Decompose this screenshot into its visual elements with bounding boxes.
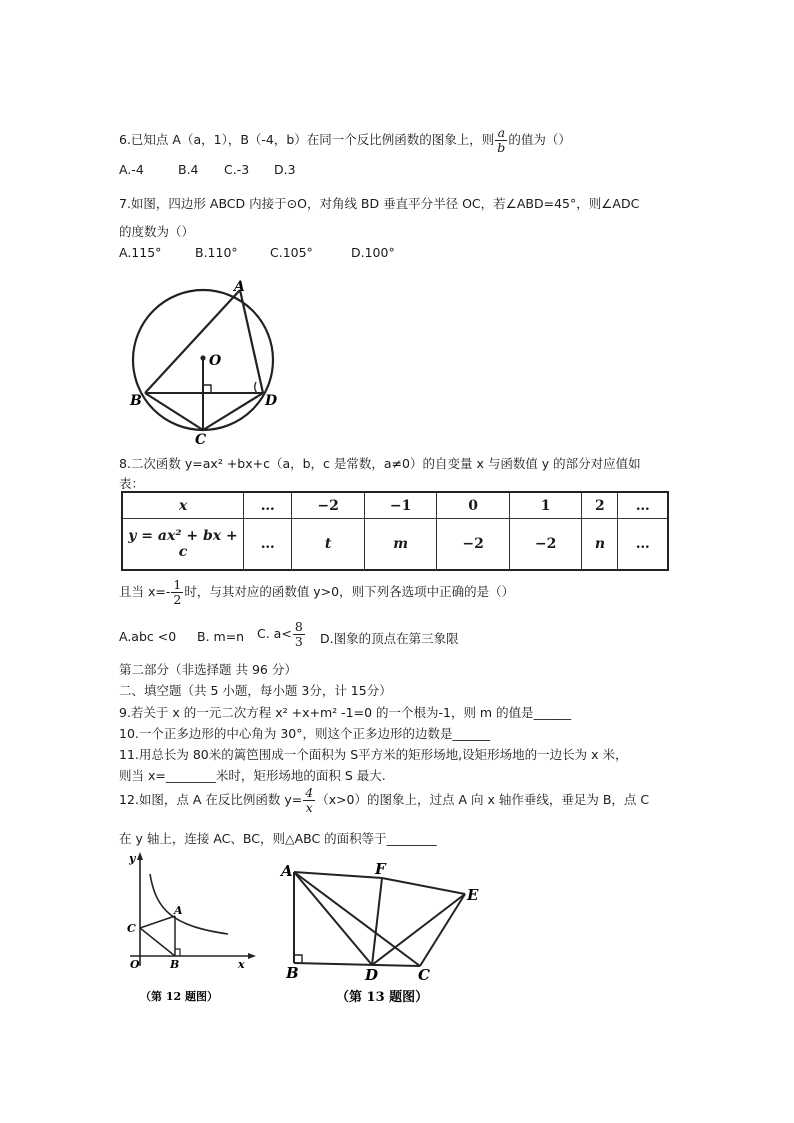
seg-de <box>372 894 465 965</box>
q8-option-c-text: C. a< <box>257 625 292 641</box>
cell: −2 <box>509 519 582 570</box>
cell: … <box>244 492 292 519</box>
q12-figure <box>120 848 260 1008</box>
fig12-label-o: O <box>130 958 140 971</box>
q6-option-d: D.3 <box>274 162 296 177</box>
q8-condition <box>119 578 514 607</box>
q11-line2: 则当 x=________米时，矩形场地的面积 S 最大. <box>119 768 386 783</box>
label-d: D <box>265 393 278 409</box>
cell: t <box>292 519 365 570</box>
q8-stem-line1: 8.二次函数 y=ax² +bx+c（a，b，c 是常数，a≠0）的自变量 x 与函数值 y 的部分对应值如 <box>119 456 641 471</box>
fig13-label-b: B <box>286 964 299 982</box>
x-axis-arrow <box>248 953 256 959</box>
hyperbola <box>150 874 228 934</box>
q8-opt-c-den: 3 <box>294 633 303 649</box>
q8-cond-pre: 且当 x=- <box>119 583 171 599</box>
q6-stem <box>119 126 571 155</box>
q6-option-c: C.-3 <box>224 162 250 177</box>
q6-frac-num: a <box>495 126 507 141</box>
cell: −1 <box>364 492 437 519</box>
q7-stem-line1: 7.如图，四边形 ABCD 内接于⊙O，对角线 BD 垂直平分半径 OC，若∠ABD=45°，则∠ADC <box>119 196 640 211</box>
q12-frac-num: 4 <box>305 785 314 800</box>
fig12-label-a: A <box>174 904 183 917</box>
label-a: A <box>234 279 245 295</box>
fig13-label-e: E <box>467 886 479 904</box>
q8-cond-den: 2 <box>173 591 182 607</box>
q6-stem-end: 的值为（） <box>508 131 571 147</box>
fig13-label-a: A <box>281 862 293 880</box>
seg-ad <box>294 872 372 965</box>
q8-option-a: A.abc <0 <box>119 629 177 644</box>
q11-line1: 11.用总长为 80米的篱笆围成一个面积为 S平方米的矩形场地,设矩形场地的一边长为 x 米， <box>119 747 628 762</box>
q6-option-a: A.-4 <box>119 162 144 177</box>
part2-title: 第二部分（非选择题 共 96 分） <box>119 662 297 677</box>
seg-bc <box>294 963 420 966</box>
q6-stem-text: 6.已知点 A（a，1），B（-4，b）在同一个反比例函数的图象上，则 <box>119 131 495 147</box>
q9: 9.若关于 x 的一元二次方程 x² +x+m² -1=0 的一个根为-1，则 m 的值是______ <box>119 705 572 720</box>
cell: −2 <box>292 492 365 519</box>
q8-opt-c-num: 8 <box>294 619 303 634</box>
q8-value-table <box>121 491 669 571</box>
right-angle-mark <box>203 385 211 393</box>
fig13-label-c: C <box>418 966 430 984</box>
q8-option-b: B. m=n <box>197 629 245 644</box>
q7-option-a: A.115° <box>119 245 162 260</box>
q6-fraction <box>495 126 507 155</box>
fig13-label-f: F <box>375 860 386 878</box>
y-axis-arrow <box>137 852 143 860</box>
chord-ad <box>240 290 263 393</box>
q8-option-d: D.图象的顶点在第三象限 <box>320 631 459 646</box>
center-point <box>200 355 205 360</box>
seg-fe <box>382 878 465 894</box>
fig12-label-c: C <box>127 922 136 935</box>
fig12-label-b: B <box>170 958 180 971</box>
seg-af <box>294 872 382 878</box>
fig13-caption: （第 13 题图） <box>336 990 429 1005</box>
cell: −2 <box>437 519 510 570</box>
q13-figure <box>278 858 488 1006</box>
q12-post: （x>0）的图象上，过点 A 向 x 轴作垂线，垂足为 B，点 C <box>316 791 650 807</box>
label-c: C <box>195 432 207 446</box>
cell: m <box>364 519 437 570</box>
segment-ca <box>140 916 175 928</box>
angle-arc-d <box>255 382 257 393</box>
q7-stem-line2: 的度数为（） <box>119 224 195 239</box>
right-angle-mark-b13 <box>294 955 302 963</box>
q12-line2: 在 y 轴上，连接 AC、BC，则△ABC 的面积等于________ <box>119 831 437 846</box>
label-o: O <box>209 353 222 369</box>
q7-option-b: B.110° <box>195 245 238 260</box>
q8-cond-num: 1 <box>173 577 182 592</box>
q8-option-c-fraction <box>293 620 305 649</box>
fig12-caption: （第 12 题图） <box>140 990 218 1003</box>
q8-option-c <box>257 620 306 649</box>
fig12-label-y: y <box>129 852 136 865</box>
q12-frac-den: x <box>305 799 313 815</box>
table-row-x <box>122 492 668 519</box>
part2-section: 二、填空题（共 5 小题，每小题 3分，计 15分） <box>119 683 392 698</box>
q8-cond-fraction <box>171 578 183 607</box>
cell-y-header: y = ax² + bx + c <box>122 519 244 570</box>
fig12-label-x: x <box>238 958 245 971</box>
seg-ce <box>420 894 465 966</box>
cell: n <box>582 519 618 570</box>
seg-df <box>372 878 382 965</box>
cell: 1 <box>509 492 582 519</box>
q7-option-c: C.105° <box>270 245 313 260</box>
cell: 2 <box>582 492 618 519</box>
cell: … <box>244 519 292 570</box>
q12-line1 <box>119 786 649 815</box>
cell: 0 <box>437 492 510 519</box>
q12-fraction <box>303 786 315 815</box>
label-b: B <box>130 393 142 409</box>
q7-circle-figure <box>120 274 290 446</box>
q8-stem-line2: 表： <box>119 476 145 491</box>
cell: … <box>618 519 668 570</box>
seg-ac <box>294 872 420 966</box>
segment-cb <box>140 928 175 956</box>
q12-pre: 12.如图，点 A 在反比例函数 y= <box>119 791 303 807</box>
fig13-label-d: D <box>365 966 379 984</box>
q7-option-d: D.100° <box>351 245 395 260</box>
table-row-y <box>122 519 668 570</box>
cell: … <box>618 492 668 519</box>
q8-cond-post: 时，与其对应的函数值 y>0，则下列各选项中正确的是（） <box>184 583 515 599</box>
q6-option-b: B.4 <box>178 162 199 177</box>
cell-x-header: x <box>122 492 244 519</box>
q10: 10.一个正多边形的中心角为 30°，则这个正多边形的边数是______ <box>119 726 491 741</box>
q6-frac-den: b <box>497 139 506 155</box>
